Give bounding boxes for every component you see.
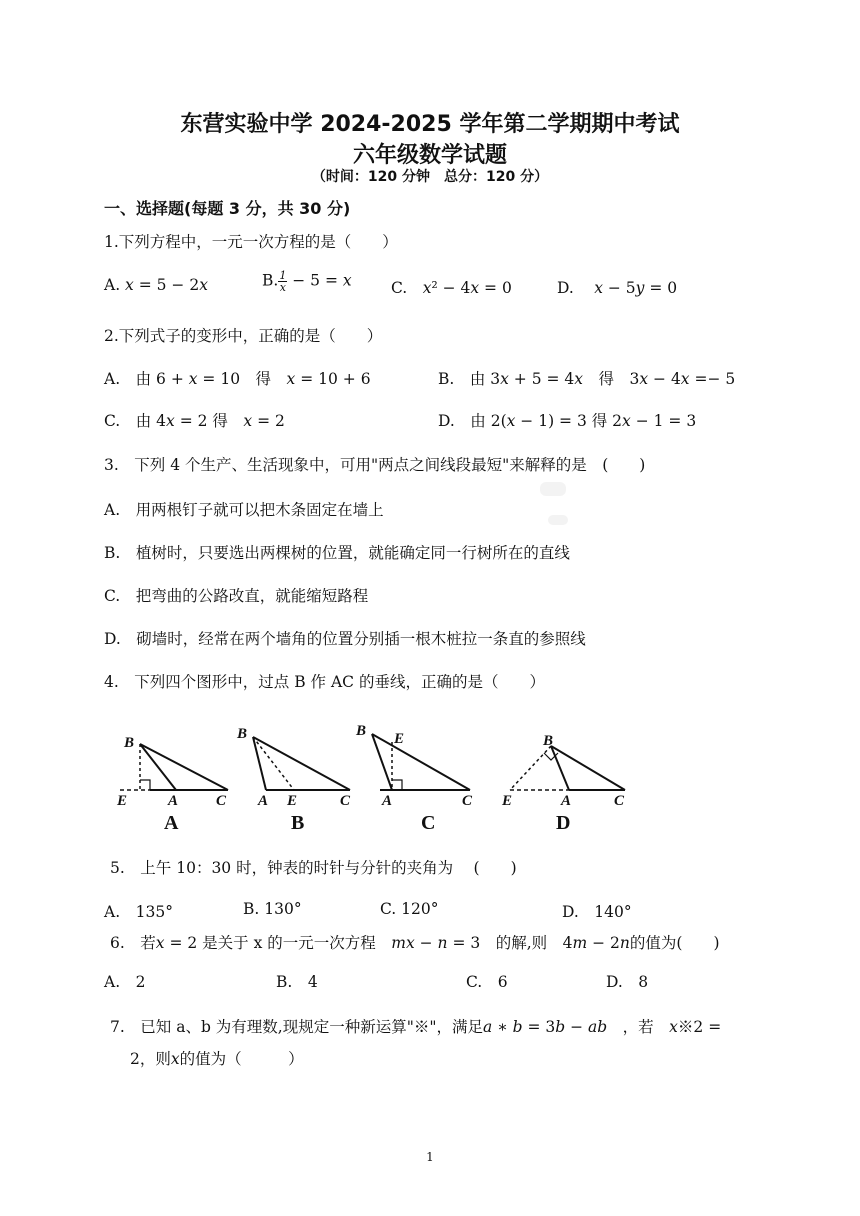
q3-option-b: B. 植树时，只要选出两棵树的位置，就能确定同一行树所在的直线: [104, 544, 570, 562]
fig-c-point-label: A: [382, 793, 393, 809]
q6-option-b: B. 4: [276, 973, 318, 991]
q4-stem: 4. 下列四个图形中，过点 B 作 AC 的垂线，正确的是（ ）: [104, 673, 545, 691]
fig-c-point-label: C: [462, 793, 473, 809]
q3-option-c: C. 把弯曲的公路改直，就能缩短路程: [104, 587, 369, 605]
fig-a-side-ba: [140, 744, 176, 790]
fig-a-side-bc: [140, 744, 228, 790]
fig-a-point-label: C: [216, 793, 227, 809]
q2-option-b: B. 由 3𝑥 + 5 = 4𝑥 得 3𝑥 − 4𝑥 =− 5: [438, 370, 736, 388]
fig-c-side-ba: [372, 734, 392, 790]
fig-c-caption: C: [421, 812, 436, 834]
scan-smudge: [540, 482, 566, 496]
q5-option-d: D. 140°: [562, 903, 632, 921]
q6-option-d: D. 8: [606, 973, 649, 991]
q5-stem: 5. 上午 10：30 时，钟表的时针与分针的夹角为 ( ): [110, 859, 517, 877]
q3-stem: 3. 下列 4 个生产、生活现象中，可用"两点之间线段最短"来解释的是 ( ): [104, 456, 646, 474]
q5-option-c: C. 120°: [380, 900, 439, 918]
q1-option-b-numerator: 1: [279, 269, 287, 282]
fig-d-point-label: B: [543, 733, 554, 749]
q6-option-a: A. 2: [104, 973, 146, 991]
fig-b-point-label: C: [340, 793, 351, 809]
exam-meta: （时间：120 分钟 总分：120 分）: [311, 169, 549, 185]
page-number: 1: [426, 1150, 434, 1164]
fig-a-point-label: B: [124, 735, 135, 751]
q1-option-b-denominator: x: [279, 281, 286, 294]
fig-d-side-ba: [551, 746, 569, 790]
exam-title: 东营实验中学 2024-2025 学年第二学期期中考试: [180, 112, 680, 137]
fig-c-point-label: E: [394, 731, 405, 747]
fig-b-point-label: E: [287, 793, 298, 809]
q1-option-b-suffix: − 5 = 𝑥: [292, 271, 352, 290]
fig-d-dashed: [510, 746, 551, 790]
q1-option-b-fraction: [278, 270, 287, 293]
q5-option-b: B. 130°: [243, 900, 302, 918]
q3-option-a: A. 用两根钉子就可以把木条固定在墙上: [104, 501, 384, 519]
fig-c-right-angle: [392, 780, 402, 790]
fig-d-point-label: A: [561, 793, 572, 809]
exam-subtitle: 六年级数学试题: [352, 143, 507, 168]
fig-d-point-label: E: [502, 793, 513, 809]
q2-option-d: D. 由 2(𝑥 − 1) = 3 得 2𝑥 − 1 = 3: [438, 412, 697, 430]
fig-d-caption: D: [556, 812, 571, 834]
section-heading: 一、选择题(每题 3 分，共 30 分): [104, 199, 351, 218]
q1-option-b: [262, 270, 352, 293]
q6-stem: 6. 若𝑥 = 2 是关于 x 的一元一次方程 𝑚𝑥 − 𝑛 = 3 的解,则 4𝑚 − 2𝑛的值为( ): [110, 934, 720, 952]
fig-b-side-bc: [253, 737, 350, 790]
fig-d-side-bc: [551, 746, 625, 790]
fig-b-side-ba: [253, 737, 266, 790]
q1-option-c: C. 𝑥² − 4𝑥 = 0: [391, 279, 512, 297]
q2-option-a: A. 由 6 + 𝑥 = 10 得 𝑥 = 10 + 6: [104, 370, 371, 388]
fig-c-point-label: B: [356, 723, 367, 739]
q1-option-b-prefix: B.: [262, 271, 279, 290]
fig-d-point-label: C: [614, 793, 625, 809]
q1-option-a: A. 𝑥 = 5 − 2𝑥: [104, 276, 208, 294]
q2-stem: 2.下列式子的变形中，正确的是（ ）: [104, 327, 383, 345]
q5-option-a: A. 135°: [104, 903, 173, 921]
fig-a-point-label: E: [117, 793, 128, 809]
fig-b-point-label: B: [237, 726, 248, 742]
scan-smudge: [548, 515, 568, 525]
fig-a-caption: A: [164, 812, 179, 834]
fig-c-side-bc: [372, 734, 470, 790]
q6-option-c: C. 6: [466, 973, 508, 991]
q1-stem: 1.下列方程中，一元一次方程的是（ ）: [104, 233, 398, 251]
q7-line2: 2，则𝑥的值为（ ）: [130, 1050, 304, 1068]
fig-b-caption: B: [291, 812, 305, 834]
fig-a-point-label: A: [168, 793, 179, 809]
q2-option-c: C. 由 4𝑥 = 2 得 𝑥 = 2: [104, 412, 285, 430]
q7-line1: 7. 已知 a、b 为有理数,现规定一种新运算"※"，满足𝑎 ∗ 𝑏 = 3𝑏 − 𝑎𝑏 ，若 𝑥※2 =: [110, 1018, 722, 1036]
q3-option-d: D. 砌墙时，经常在两个墙角的位置分别插一根木桩拉一条直的参照线: [104, 630, 586, 648]
fig-b-point-label: A: [258, 793, 269, 809]
q1-option-d: D. 𝑥 − 5𝑦 = 0: [557, 279, 678, 297]
fig-a-right-angle: [140, 780, 150, 790]
